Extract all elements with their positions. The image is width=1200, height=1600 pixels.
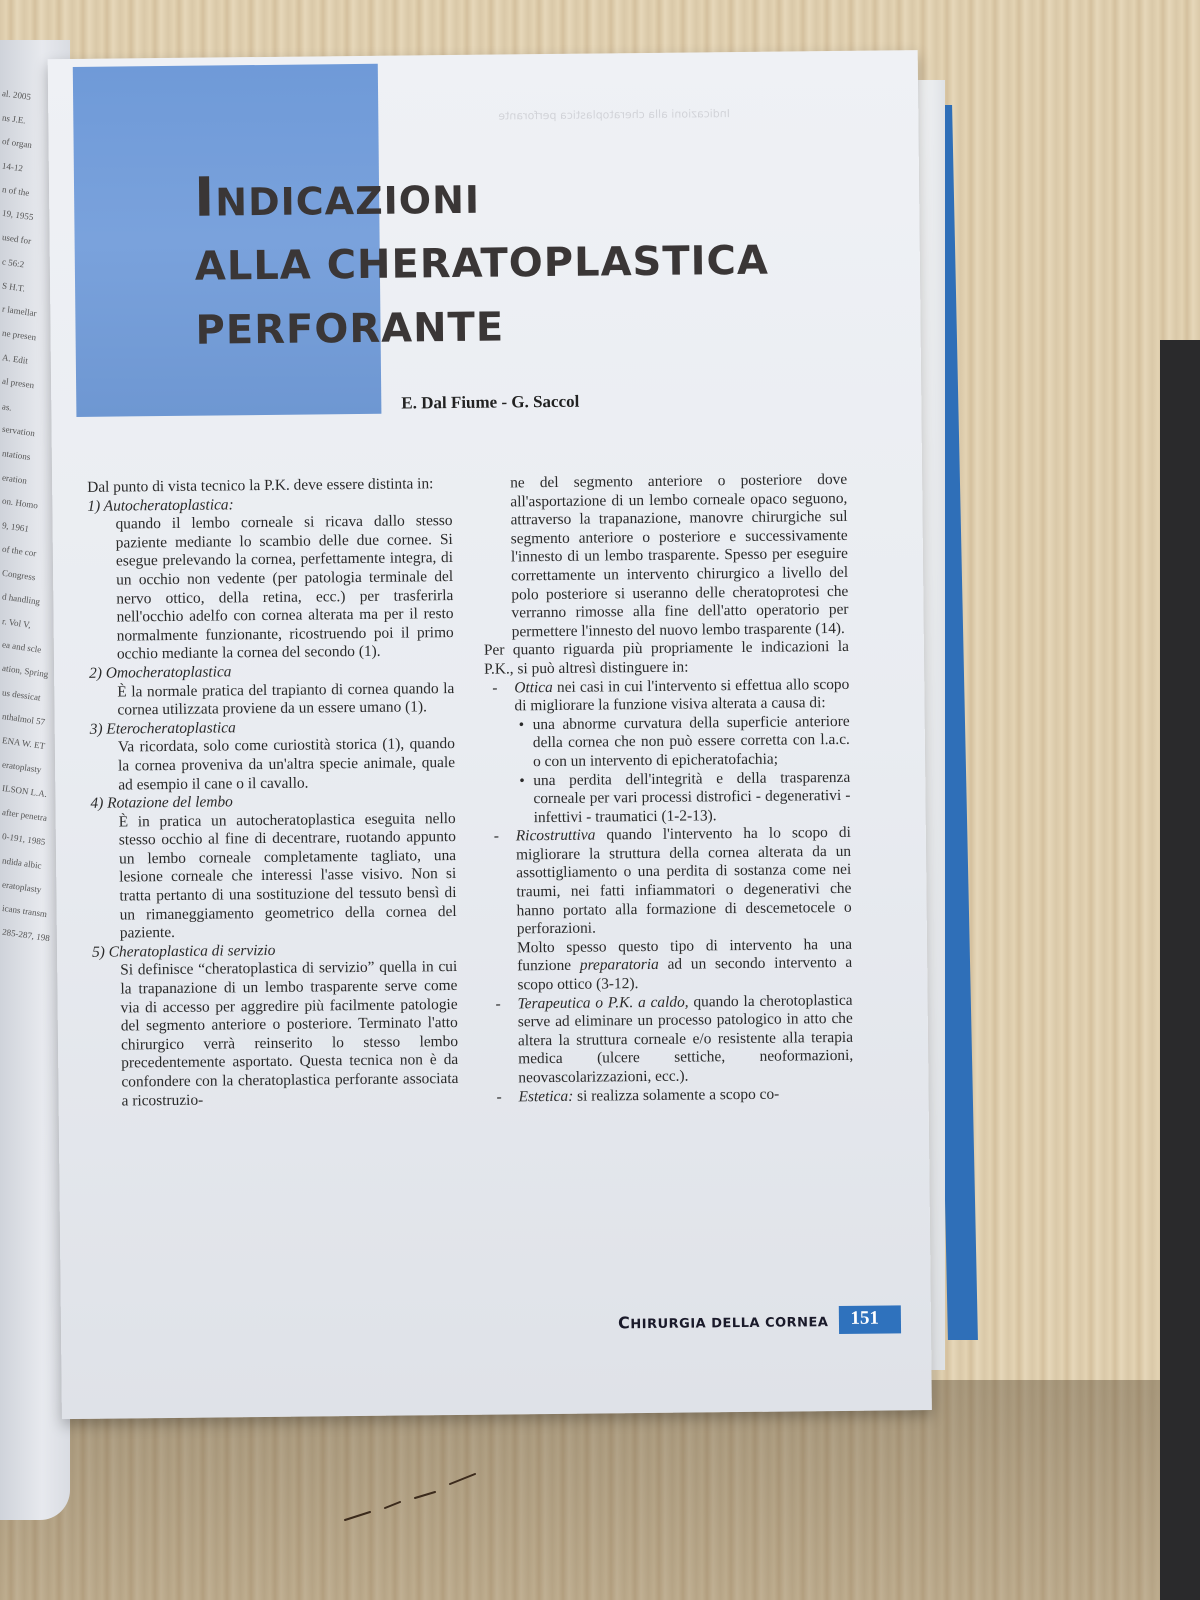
left-page-text-fragment: n of the <box>1 184 31 198</box>
indication-label: Ottica <box>514 678 553 696</box>
section-body: Va ricordata, solo come curiostità storica (1), quando la cornea proveniva da un'altra specie animale, quale ad esempio il cane o il cavallo. <box>117 735 456 794</box>
left-page-text-fragment: eration <box>1 472 28 486</box>
indication-terapeutica: - Terapeutica o P.K. a caldo, quando la cherotoplastica serve ad eliminare un processo patologico in atto che altera la struttura corneale e/o resistente alla terapia medica (ulcere settiche, neoformazioni, neovascolarizzazioni, ecc.). <box>495 991 854 1087</box>
left-page-text-fragment: servation <box>1 423 36 439</box>
section-2 <box>89 661 455 721</box>
dash-marker: - <box>495 995 501 1013</box>
article-title <box>194 160 770 363</box>
left-page-text-fragment: 14-12 <box>1 160 24 174</box>
section-body: È la normale pratica del trapianto di cornea quando la cornea utilizzata proviene da un essere umano (1). <box>117 679 455 719</box>
indication-estetica: - Estetica: si realizza solamente a scopo co- <box>496 1085 780 1106</box>
left-page-text-fragment: ation, Spring <box>1 662 49 680</box>
left-page-text-fragment: on. Homo <box>1 495 39 511</box>
left-page-text-fragment: after penetra <box>1 806 48 824</box>
authors: E. Dal Fiume - G. Saccol <box>401 391 580 413</box>
show-through-header: Indicazioni alla cheratoplastica perforante <box>498 107 731 123</box>
left-page-text-fragment: ENA W. ET <box>1 735 46 751</box>
ricostruttiva-note: Molto spesso questo tipo di intervento ha una funzione preparatoria ad un secondo intervento a scopo ottico (3-12). <box>516 935 853 994</box>
left-page-text-fragment: r. Vol V, <box>1 616 32 630</box>
dash-marker: - <box>493 827 500 845</box>
section-heading: 3) Eterocheratoplastica <box>89 719 236 738</box>
page-footer <box>618 1305 901 1336</box>
title-line-3: PERFORANTE <box>195 304 505 354</box>
left-page-text-fragment: ILSON L.A. <box>1 782 48 800</box>
left-page-text-fragment: S H.T. <box>1 280 26 294</box>
left-page-text-fragment: al presen <box>1 375 35 391</box>
dash-marker: - <box>492 679 498 697</box>
left-page-text-fragment: 285-287, 198 <box>1 926 51 944</box>
right-column <box>482 471 854 1107</box>
bullet-item: • una abnorme curvatura della superficie anteriore della cornea che non può essere corretta con l.a.c. o con un intervento di epicheratofachia; <box>518 712 850 771</box>
left-page-text-fragment: al. 2005 <box>1 88 32 102</box>
left-page-text-fragment: ntations <box>1 448 32 462</box>
left-page-text-fragment: nthalmol 57 <box>1 711 46 727</box>
indication-label: Estetica: <box>518 1087 574 1105</box>
section-body: È in pratica un autocheratoplastica eseguita nello stesso occhio al fine di decentrare, ruotando appunto un lembo corneale completamente tagliato, una lesione corneale che interessi l'asse visivo. Non si tratta pertanto di una sostituzione del tessuto bensì di un rimaneggiamento geometrico della cornea del paziente. <box>118 809 457 942</box>
bullet-icon: • <box>519 771 525 789</box>
section-heading: 2) Omocheratoplastica <box>89 663 232 682</box>
page-number: 151 <box>838 1305 901 1334</box>
left-page-text-fragment: r lamellar <box>1 303 38 319</box>
ink-mark <box>340 1470 490 1530</box>
section-heading: 1) Autocheratoplastica: <box>87 495 234 515</box>
intro-paragraph: Dal punto di vista tecnico la P.K. deve essere distinta in: <box>87 475 434 496</box>
running-title: CHIRURGIA DELLA CORNEA <box>617 1312 829 1332</box>
left-page-text-fragment: 9, 1961 <box>1 520 30 534</box>
section-body: quando il lembo corneale si ricava dallo stesso paziente mediante lo scambio delle due cornee. Si esegue prelevando la cornea, perfettamente integra, di un occhio non vedente (per patologia terminale del nervo ottico, della retina, ecc.) per trasferirla nell'occhio adelfo con cornea alterata ma per il resto normalmente funzionante, ricostruendo poi il primo occhio mediante la cornea del secondo (1). <box>115 512 454 663</box>
indication-label: Ricostruttiva <box>515 826 596 845</box>
left-page-text-fragment: eratoplasty <box>1 759 43 775</box>
book-page <box>48 50 932 1419</box>
left-page-text-fragment: of organ <box>1 135 33 151</box>
left-page-text-fragment: ne presen <box>1 327 37 343</box>
indication-ricostruttiva: - Ricostruttiva quando l'intervento ha lo scopo di migliorare la struttura della cornea alterata da un assottigliamento o una perdita di sostanza come nei traumi, nei fatti infiammatori o degenerativi che hanno portato alla formazione di descemetocele o perforazioni. <box>493 824 852 938</box>
left-page-text-fragment: us dessicat <box>1 687 42 703</box>
left-page-text-fragment: ndida albic <box>1 855 43 871</box>
title-line-2: ALLA CHERATOPLASTICA <box>194 237 770 290</box>
left-column <box>87 475 459 1111</box>
left-page-text-fragment: c 56:2 <box>1 256 25 270</box>
left-page-text-fragment: eratoplasty <box>1 879 43 895</box>
section-4 <box>90 791 457 944</box>
left-page-text-fragment: ea and scle <box>1 639 42 655</box>
left-page-text-fragment: d handling <box>1 591 41 607</box>
title-line-1: INDICAZIONI <box>193 165 481 229</box>
left-page-text-fragment: ns J.E. <box>1 112 27 126</box>
indication-ottica: - Ottica nei casi in cui l'intervento si effettua allo scopo di migliorare la funzione visiva alterata a causa di: <box>492 675 850 715</box>
background-shadow <box>1160 340 1200 1600</box>
indications-intro: Per quanto riguarda più propriamente le indicazioni la P.K., si può altresì distinguere in: <box>483 638 849 678</box>
left-page-text-fragment: icans transm <box>1 902 48 920</box>
section-3 <box>90 717 456 795</box>
left-page-text-fragment: Congress <box>1 567 37 583</box>
left-page-text-fragment: used for <box>1 232 32 246</box>
bullet-icon: • <box>518 715 525 734</box>
left-page-text-fragment: 0-191, 1985 <box>1 831 46 847</box>
left-page-text-fragment: of the cor <box>1 543 38 559</box>
indication-label: Terapeutica o P.K. a caldo, <box>517 993 689 1012</box>
section-heading: 5) Cheratoplastica di servizio <box>91 941 276 961</box>
section-heading: 4) Rotazione del lembo <box>90 793 233 812</box>
continuation-paragraph: ne del segmento anteriore o posteriore dove all'asportazione di un lembo corneale opaco seguono, attraverso la trapanazione, manovre chirurgiche sul segmento anteriore o posteriore e successivamente l'innesto di un lembo trasparente. Spesso per eseguire correttamente un intervento chirurgico a livello del polo posteriore si useranno delle cheratoprotesi che verranno rimosse alla fine dell'atto operatorio per permettere l'innesto del nuovo lembo trasparente (14). <box>510 470 849 641</box>
left-page-text-fragment: as. <box>1 401 13 413</box>
bullet-item: • una perdita dell'integrità e della trasparenza corneale per vari processi distrofici - degenerativi - infettivi - traumatici (1-2-13). <box>519 768 851 826</box>
dash-marker: - <box>496 1088 502 1106</box>
section-body: Si definisce “cheratoplastica di servizio” quella in cui la trapanazione di un lembo trasparente serve come via di accesso per aggredire più facilmente patologie del segmento anteriore o posteriore. Terminato l'atto chirurgico verrà reinserito lo stesso lembo precedentemente asportato. Questa tecnica non è da confondere con la cheratoplastica perforante associata a ricostruzio- <box>120 958 459 1110</box>
section-1 <box>87 494 454 665</box>
left-page-text-fragment: 19, 1955 <box>1 207 35 223</box>
section-5 <box>92 940 459 1111</box>
left-page-text-fragment: A. Edit <box>1 352 29 366</box>
